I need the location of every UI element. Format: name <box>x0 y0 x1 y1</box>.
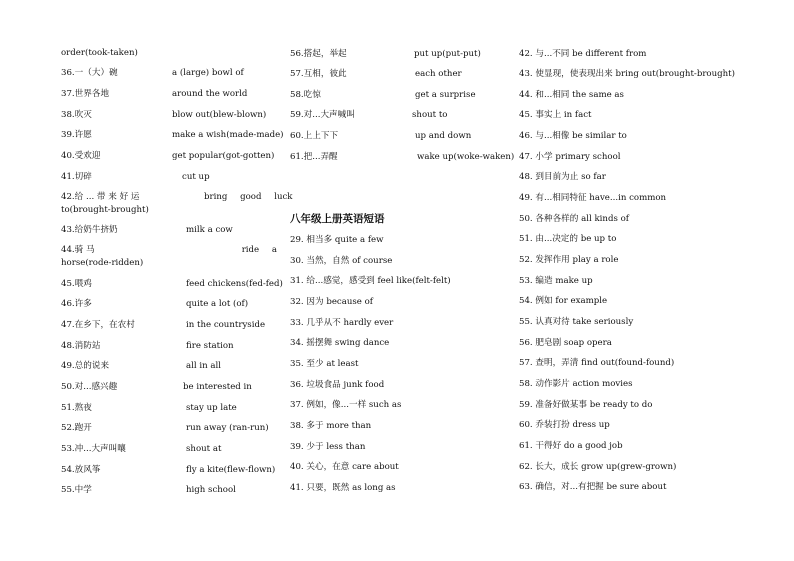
list-item: 50. 各种各样的 all kinds of <box>519 214 629 224</box>
list-item: 44. 和...相同 the same as <box>519 90 624 100</box>
phrase-chinese: 45.喂鸡 <box>61 279 92 289</box>
phrase-english: bring good luck <box>204 192 293 202</box>
phrase-chinese: 46.许多 <box>61 299 92 309</box>
phrase-chinese: 41.切碎 <box>61 172 92 182</box>
phrase-chinese: 43.给奶牛挤奶 <box>61 225 118 235</box>
phrase-english: all in all <box>186 361 221 371</box>
phrase-chinese: 47.在乡下，在农村 <box>61 320 135 330</box>
list-item: 39. 少于 less than <box>290 442 366 452</box>
phrase-chinese: 44.骑 马 <box>61 245 95 255</box>
section-heading: 八年级上册英语短语 <box>290 213 385 225</box>
phrase-english: fire station <box>186 341 234 351</box>
phrase-chinese: 61.把...弄醒 <box>290 152 338 162</box>
phrase-english: each other <box>415 69 462 79</box>
list-item: 47. 小学 primary school <box>519 152 621 162</box>
phrase-chinese: 52.跑开 <box>61 423 92 433</box>
phrase-english: up and down <box>415 131 472 141</box>
phrase-chinese: 58.吃惊 <box>290 90 321 100</box>
list-item: 32. 因为 because of <box>290 297 373 307</box>
phrase-english: high school <box>186 485 236 495</box>
list-item: 30. 当然，自然 of course <box>290 256 393 266</box>
phrase-english: ride a <box>241 245 277 255</box>
phrase-english: get popular(got-gotten) <box>172 151 275 161</box>
phrase-english: blow out(blew-blown) <box>172 110 267 120</box>
phrase-chinese: 57.互相，彼此 <box>290 69 347 79</box>
list-item: 53. 编造 make up <box>519 276 593 286</box>
list-item: 56. 肥皂剧 soap opera <box>519 338 612 348</box>
list-item: 63. 确信，对...有把握 be sure about <box>519 482 667 492</box>
list-item: 46. 与...相像 be similar to <box>519 131 627 141</box>
list-item: 62. 长大，成长 grow up(grew-grown) <box>519 462 677 472</box>
phrase-chinese: 42.给 ... 带 来 好 运 <box>61 192 140 202</box>
phrase-chinese: 48.消防站 <box>61 341 101 351</box>
list-item: 45. 事实上 in fact <box>519 110 592 120</box>
list-item: 29. 相当多 quite a few <box>290 235 384 245</box>
phrase-english: fly a kite(flew-flown) <box>186 465 276 475</box>
phrase-chinese: 53.冲...大声叫嚷 <box>61 444 126 454</box>
phrase-english: around the world <box>172 89 248 99</box>
list-item: 48. 到目前为止 so far <box>519 172 606 182</box>
phrase-english: in the countryside <box>186 320 266 330</box>
phrase-chinese: 54.放风筝 <box>61 465 101 475</box>
list-item: 31. 给...感觉，感受到 feel like(felt-felt) <box>290 276 451 286</box>
phrase-english: cut up <box>182 172 210 182</box>
phrase-continuation: horse(rode-ridden) <box>61 258 144 268</box>
phrase-english: shout to <box>412 110 448 120</box>
phrase-chinese: 39.许愿 <box>61 130 92 140</box>
list-item: 40. 关心，在意 care about <box>290 462 399 472</box>
phrase-english: stay up late <box>186 403 237 413</box>
phrase-english: be interested in <box>183 382 252 392</box>
list-item: 37. 例如，像...一样 such as <box>290 400 402 410</box>
phrase-chinese: 36.一（大）碗 <box>61 68 118 78</box>
list-item: 38. 多于 more than <box>290 421 372 431</box>
list-item: 43. 使显现，使表现出来 bring out(brought-brought) <box>519 69 735 79</box>
list-item: 34. 摇摆舞 swing dance <box>290 338 390 348</box>
list-item: 57. 查明，弄清 find out(found-found) <box>519 358 675 368</box>
list-item: 52. 发挥作用 play a role <box>519 255 619 265</box>
phrase-continuation: to(brought-brought) <box>61 205 149 215</box>
phrase-chinese: 49.总的说来 <box>61 361 110 371</box>
phrase-chinese: 50.对...感兴趣 <box>61 382 118 392</box>
phrase-english: a (large) bowl of <box>172 68 244 78</box>
phrase-english: shout at <box>186 444 222 454</box>
list-item: 33. 几乎从不 hardly ever <box>290 318 394 328</box>
phrase-english: feed chickens(fed-fed) <box>186 279 283 289</box>
list-item: 59. 准备好做某事 be ready to do <box>519 400 653 410</box>
phrase-english: quite a lot (of) <box>186 299 249 309</box>
list-item: 55. 认真对待 take seriously <box>519 317 634 327</box>
list-item: 54. 例如 for example <box>519 296 608 306</box>
list-item: 49. 有...相同特征 have...in common <box>519 193 667 203</box>
phrase-chinese: 60.上上下下 <box>290 131 339 141</box>
list-item: 41. 只要，既然 as long as <box>290 483 396 493</box>
list-item: 36. 垃圾食品 junk food <box>290 380 385 390</box>
phrase-chinese: 59.对...大声喊叫 <box>290 110 355 120</box>
list-item: 51. 由...决定的 be up to <box>519 234 617 244</box>
phrase-english: run away (ran-run) <box>186 423 269 433</box>
phrase-english: make a wish(made-made) <box>172 130 284 140</box>
list-item: 60. 乔装打扮 dress up <box>519 420 610 430</box>
phrase-english: get a surprise <box>415 90 476 100</box>
phrase-chinese: 40.受欢迎 <box>61 151 101 161</box>
phrase-english: put up(put-put) <box>414 49 481 59</box>
phrase-chinese: 55.中学 <box>61 485 92 495</box>
list-item: 42. 与...不同 be different from <box>519 49 647 59</box>
continued-line: order(took-taken) <box>61 48 138 58</box>
list-item: 61. 干得好 do a good job <box>519 441 623 451</box>
phrase-chinese: 56.搭起，举起 <box>290 49 347 59</box>
phrase-english: milk a cow <box>186 225 233 235</box>
list-item: 35. 至少 at least <box>290 359 359 369</box>
list-item: 58. 动作影片 action movies <box>519 379 633 389</box>
phrase-chinese: 38.吹灭 <box>61 110 92 120</box>
phrase-chinese: 37.世界各地 <box>61 89 110 99</box>
phrase-chinese: 51.熬夜 <box>61 403 92 413</box>
phrase-english: wake up(woke-waken) <box>417 152 515 162</box>
